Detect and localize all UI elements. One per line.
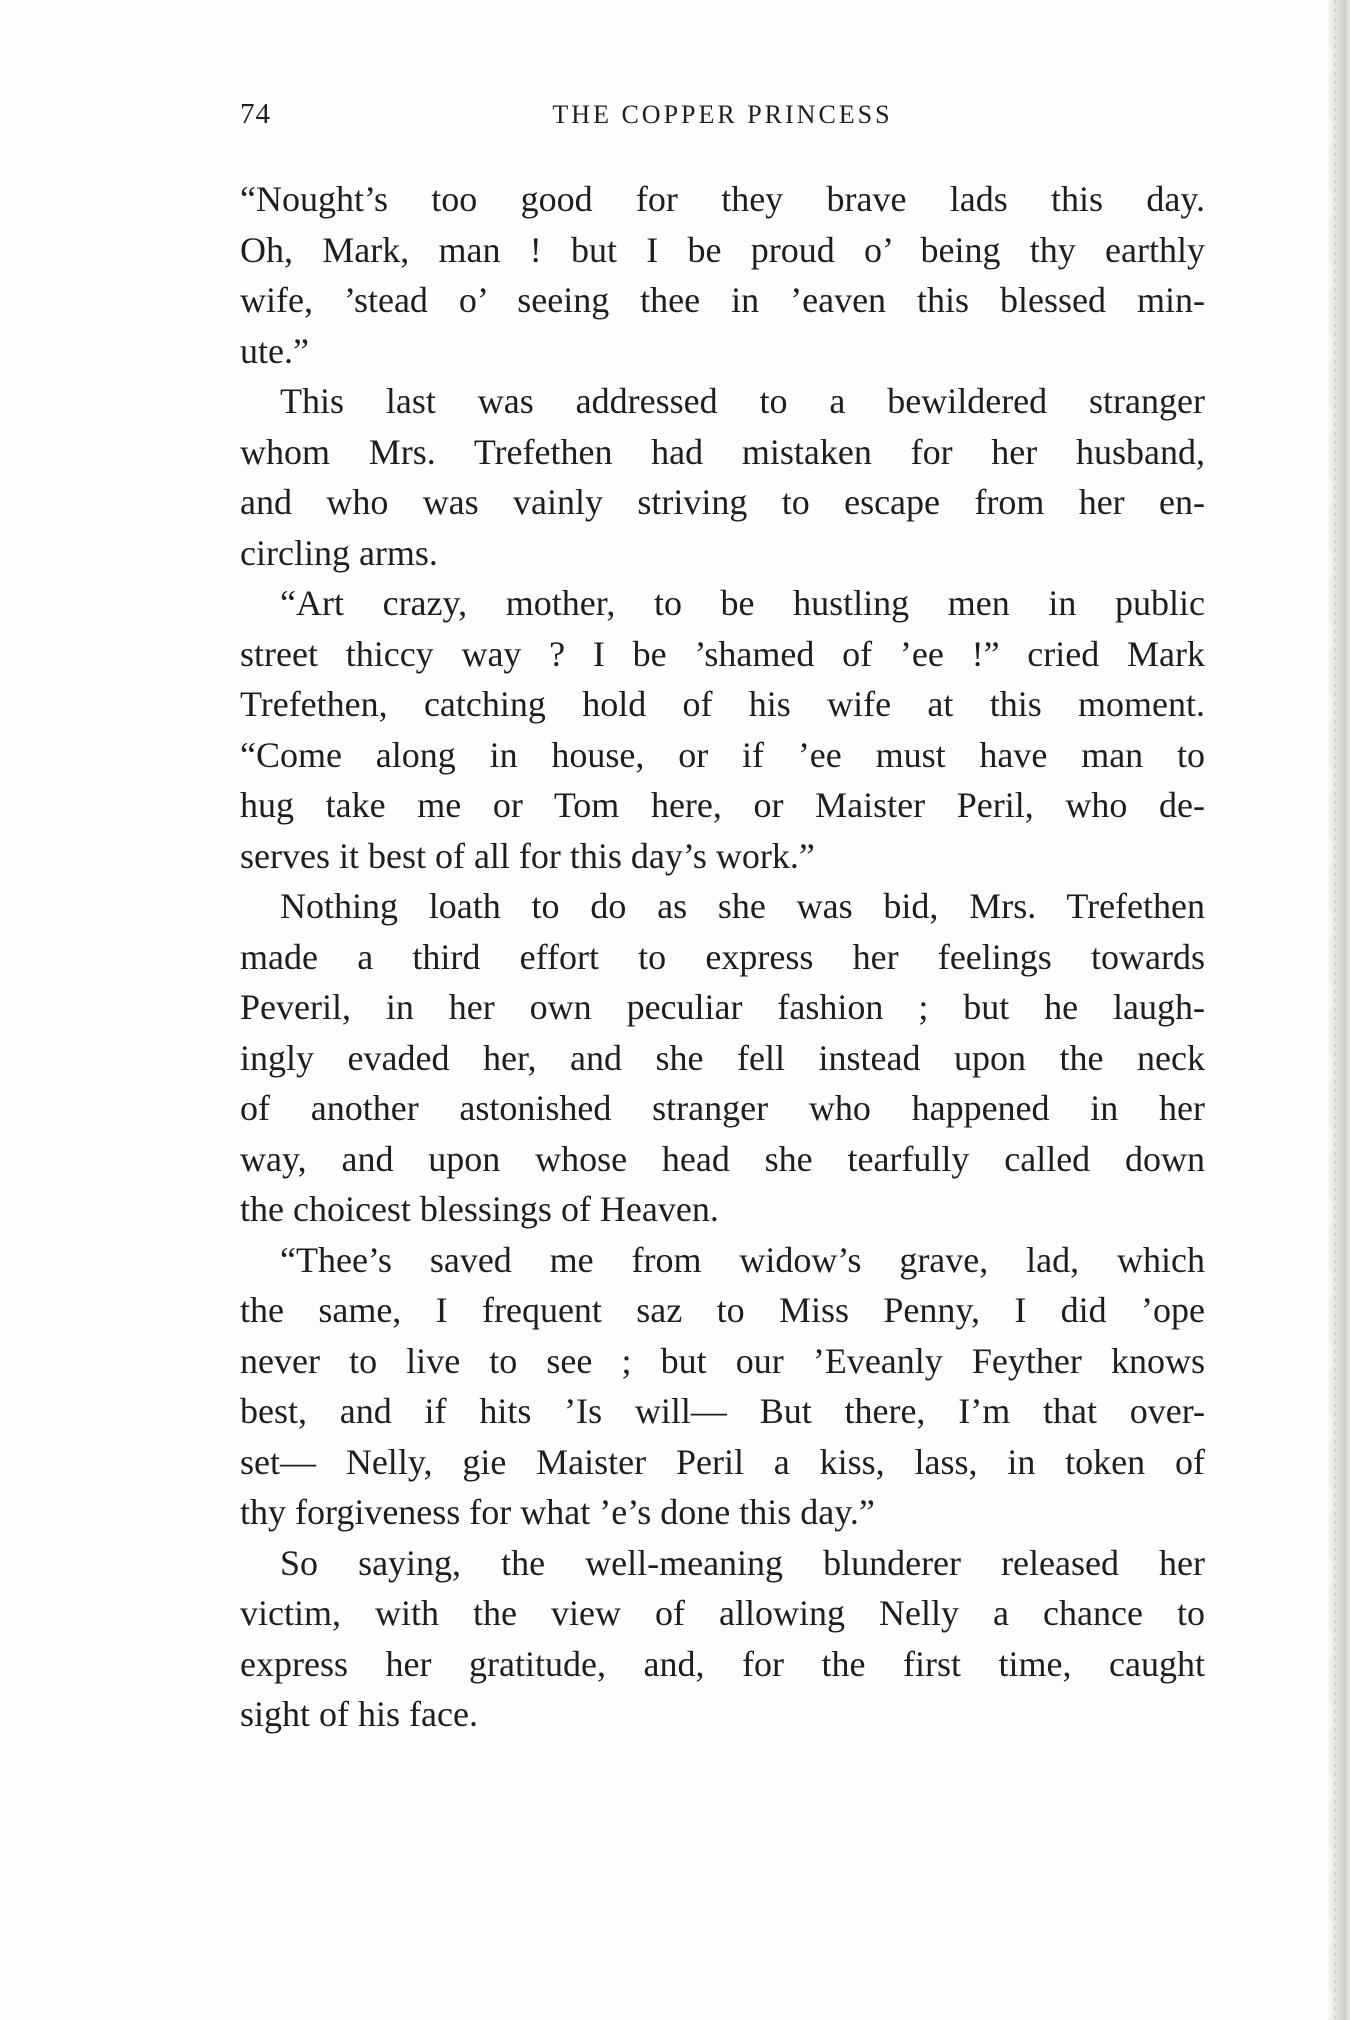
text-line: This last was addressed to a bewildered stranger — [280, 381, 1205, 421]
text-line: serves it best of all for this day’s work.” — [240, 835, 815, 876]
text-line: sight of his face. — [240, 1694, 478, 1734]
text-line: Nothing loath to do as she was bid, Mrs. Trefethen — [280, 886, 1205, 926]
text-line: victim, with the view of allowing Nelly a chance to — [240, 1593, 1205, 1633]
text-line: of another astonished stranger who happened in her — [240, 1088, 1205, 1128]
paragraph — [240, 1538, 1205, 1740]
text-line: circling arms. — [240, 532, 438, 573]
text-line: never to live to see ; but our ’Eveanly Feyther knows — [240, 1340, 1205, 1381]
book-title: THE COPPER PRINCESS — [552, 100, 893, 129]
text-line: So saying, the well-meaning blunderer released her — [280, 1542, 1205, 1583]
text-line: best, and if hits ’Is will— But there, I’m that over- — [240, 1391, 1205, 1431]
running-head — [240, 98, 1205, 142]
text-line: Trefethen, catching hold of his wife at this moment. — [240, 684, 1205, 724]
page-number: 74 — [240, 98, 271, 130]
body-text — [240, 174, 1205, 1740]
paragraph — [240, 1235, 1205, 1538]
text-line: made a third effort to express her feelings towards — [240, 936, 1205, 977]
text-line: “Come along in house, or if ’ee must have man to — [240, 734, 1205, 775]
paragraph — [240, 174, 1205, 376]
text-line: the choicest blessings of Heaven. — [240, 1189, 719, 1229]
text-line: “Nought’s too good for they brave lads this day. — [240, 179, 1205, 219]
page-edge-binding — [1328, 0, 1350, 2020]
text-line: “Thee’s saved me from widow’s grave, lad, which — [280, 1239, 1205, 1280]
text-line: set— Nelly, gie Maister Peril a kiss, lass, in token of — [240, 1441, 1205, 1482]
text-line: ingly evaded her, and she fell instead upon the neck — [240, 1037, 1205, 1078]
paragraph — [240, 881, 1205, 1235]
text-line: ute.” — [240, 330, 309, 371]
text-line: express her gratitude, and, for the first time, caught — [240, 1643, 1205, 1684]
paragraph — [240, 376, 1205, 578]
text-line: way, and upon whose head she tearfully called down — [240, 1138, 1205, 1179]
text-line: hug take me or Tom here, or Maister Peril, who de- — [240, 785, 1205, 825]
text-line: the same, I frequent saz to Miss Penny, I did ’ope — [240, 1290, 1205, 1330]
text-line: street thiccy way ? I be ’shamed of ’ee !” cried Mark — [240, 633, 1205, 674]
paragraph — [240, 578, 1205, 881]
text-line: wife, ’stead o’ seeing thee in ’eaven this blessed min- — [240, 280, 1205, 320]
text-line: Peveril, in her own peculiar fashion ; but he laugh- — [240, 987, 1205, 1027]
text-line: Oh, Mark, man ! but I be proud o’ being thy earthly — [240, 229, 1205, 270]
text-line: and who was vainly striving to escape from her en- — [240, 482, 1205, 522]
text-line: whom Mrs. Trefethen had mistaken for her husband, — [240, 431, 1205, 472]
text-line: thy forgiveness for what ’e’s done this day.” — [240, 1492, 875, 1532]
text-line: “Art crazy, mother, to be hustling men in public — [280, 583, 1205, 623]
